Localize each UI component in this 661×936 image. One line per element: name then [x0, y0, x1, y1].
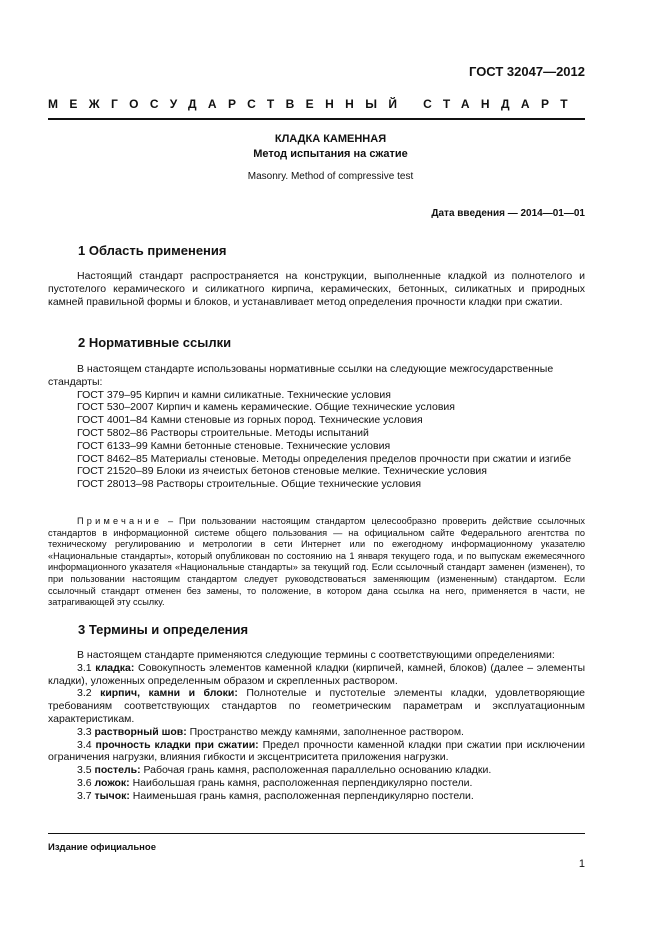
- page-number: 1: [578, 858, 585, 870]
- section-1-heading: 1 Область применения: [78, 243, 227, 258]
- term-name: растворный шов:: [94, 725, 187, 738]
- note-label: Примечание: [77, 516, 163, 526]
- term-name: постель:: [94, 764, 141, 777]
- reference-item: ГОСТ 4001–84 Камни стеновые из горных пород. Технические условия: [77, 414, 423, 427]
- section-1-body: [48, 270, 585, 308]
- reference-item: ГОСТ 530–2007 Кирпич и камень керамические. Общие технические условия: [77, 401, 455, 414]
- introduction-date: Дата введения — 2014—01—01: [431, 208, 585, 219]
- document-number: ГОСТ 32047—2012: [469, 64, 585, 79]
- reference-item: ГОСТ 21520–89 Блоки из ячеистых бетонов стеновые мелкие. Технические условия: [77, 465, 487, 478]
- section-3-body: [48, 649, 585, 803]
- section-3-heading: 3 Термины и определения: [78, 622, 249, 637]
- term-definition: 3.4 прочность кладки при сжатии: Предел прочности каменной кладки при сжатии при исключении ограничения нагрузки, влияния гибкости и эксцентриситета приложения нагрузки.: [48, 738, 586, 764]
- term-definition: 3.1 кладка: Совокупность элементов каменной кладки (кирпичей, камней, блоков) (далее – элементы кладки), уложенных определенным образом и скрепленных раствором.: [48, 661, 586, 687]
- edition-label: Издание официальное: [48, 842, 156, 853]
- section-3-intro: В настоящем стандарте применяются следующие термины с соответствующими определениями:: [77, 649, 555, 661]
- section-2-intro: В настоящем стандарте использованы нормативные ссылки на следующие межгосударственные стандарты:: [48, 363, 554, 388]
- section-2-heading: 2 Нормативные ссылки: [78, 335, 232, 350]
- term-name: ложок:: [94, 776, 130, 789]
- document-subtitle: Метод испытания на сжатие: [253, 148, 408, 160]
- term-definition: 3.3 растворный шов: Пространство между камнями, заполненное раствором.: [77, 725, 464, 738]
- footer-divider: [48, 833, 585, 834]
- section-2-body: [48, 363, 585, 491]
- reference-item: ГОСТ 28013–98 Растворы строительные. Общие технические условия: [77, 478, 422, 491]
- term-definition: 3.2 кирпич, камни и блоки: Полнотелые и пустотелые элементы кладки, удовлетворяющие требованиям соответствующих стандартов по геометрическим параметрам и эксплуатационным характеристикам.: [48, 687, 585, 725]
- term-definition: 3.6 ложок: Наибольшая грань камня, расположенная перпендикулярно постели.: [77, 776, 473, 789]
- term-definition: 3.7 тычок: Наименьшая грань камня, расположенная перпендикулярно постели.: [77, 789, 474, 802]
- term-name: тычок:: [94, 789, 130, 802]
- reference-item: ГОСТ 5802–86 Растворы строительные. Методы испытаний: [77, 426, 369, 439]
- section-1-paragraph: Настоящий стандарт распространяется на конструкции, выполненные кладкой из полнотелого и пустотелого керамического и силикатного кирпича, керамических, бетонных, силикатных и природных камней правильной формы и блоков, и устанавливает метод определения прочности кладки при сжатии.: [48, 270, 585, 308]
- header-divider: [48, 118, 585, 120]
- term-name: кирпич, камни и блоки:: [100, 687, 238, 700]
- section-2-note: [48, 516, 585, 609]
- reference-item: ГОСТ 6133–99 Камни бетонные стеновые. Технические условия: [77, 439, 391, 452]
- term-name: кладка:: [95, 661, 135, 674]
- document-title: КЛАДКА КАМЕННАЯ: [274, 133, 387, 145]
- standard-type-banner: МЕЖГОСУДАРСТВЕННЫЙ СТАНДАРТ: [48, 97, 579, 111]
- term-definition: 3.5 постель: Рабочая грань камня, расположенная параллельно основанию кладки.: [77, 764, 492, 777]
- reference-item: ГОСТ 379–95 Кирпич и камни силикатные. Технические условия: [77, 388, 391, 401]
- reference-item: ГОСТ 8462–85 Материалы стеновые. Методы определения пределов прочности при сжатии и изгибе: [77, 452, 572, 465]
- note-text: – При пользовании настоящим стандартом целесообразно проверить действие ссылочных стандартов в информационной системе общего пользования — на официальном сайте Федерального агентства по техническому регулированию и метрологии в сети Интернет или по ежегодному информационному указателю «Национальные стандарты», который опубликован по состоянию на 1 января текущего года, и по выпускам ежемесячного информационного указателя «Национальные стандарты» за текущий год. Если ссылочный стандарт заменен (изменен), то при пользовании настоящим стандартом следует руководствоваться заменяющим (измененным) стандартом. Если ссылочный стандарт отменен без замены, то положение, в котором дана ссылка на него, применяется в части, не затрагивающей эту ссылку.: [48, 516, 585, 608]
- term-name: прочность кладки при сжатии:: [95, 738, 259, 751]
- english-title: Masonry. Method of compressive test: [247, 171, 414, 182]
